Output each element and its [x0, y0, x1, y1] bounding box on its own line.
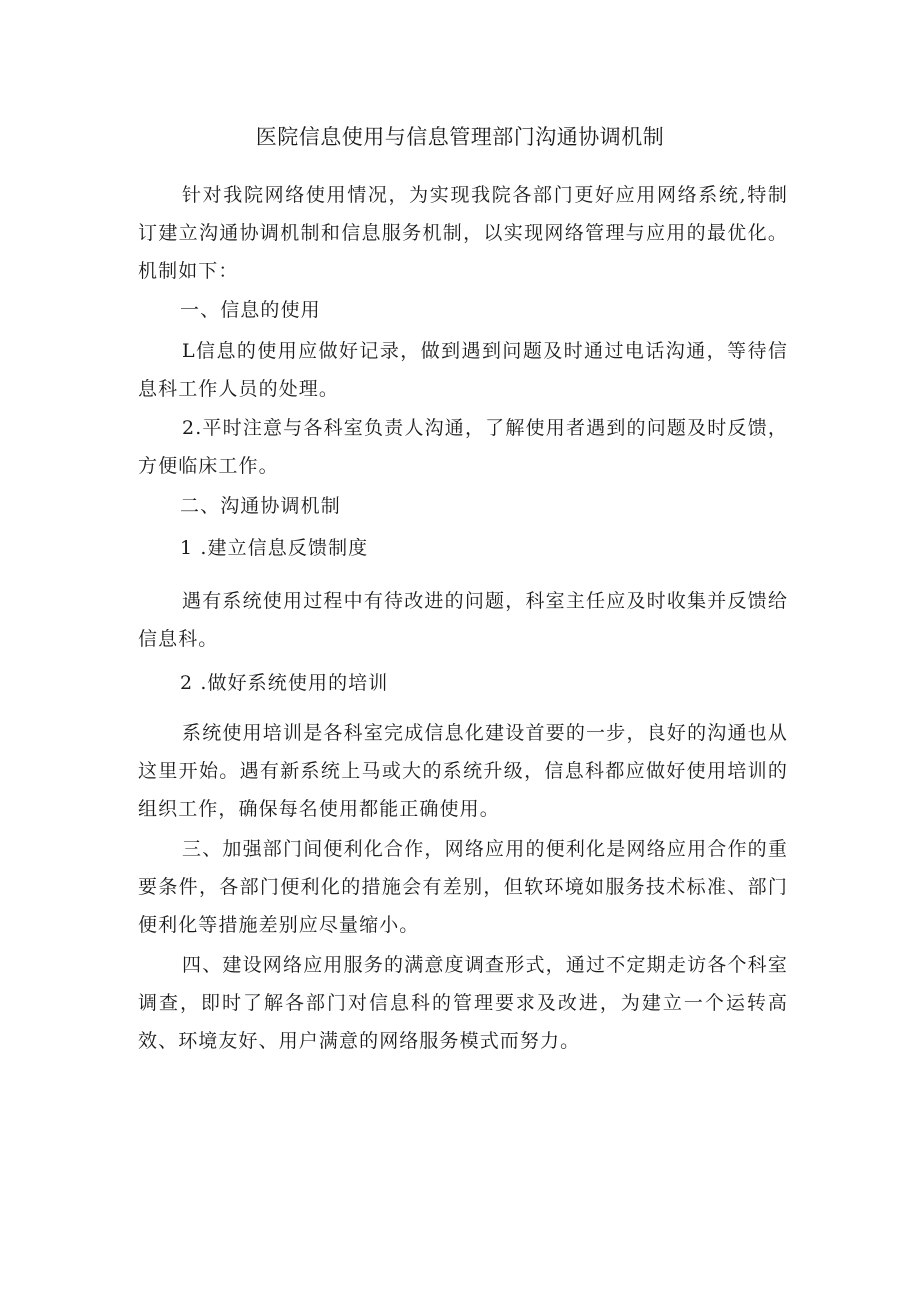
subsection-2-2-body: 系统使用培训是各科室完成信息化建设首要的一步，良好的沟通也从这里开始。遇有新系统上马或大的系统升级，信息科都应做好使用培训的组织工作，确保每名使用都能正确使用。 [138, 722, 788, 820]
section-2-heading: 二、沟通协调机制 [180, 495, 341, 517]
intro-paragraph: 针对我院网络使用情况，为实现我院各部门更好应用网络系统,特制订建立沟通协调机制和信息服务机制，以实现网络管理与应用的最优化。机制如下： [138, 184, 788, 282]
subsection-2-1-body: 遇有系统使用过程中有待改进的问题，科室主任应及时收集并反馈给信息科。 [138, 590, 788, 650]
subsection-2-2-heading: 2 .做好系统使用的培训 [180, 672, 389, 694]
subsection-2-1-heading: 1 .建立信息反馈制度 [180, 537, 369, 559]
section-1-heading: 一、信息的使用 [180, 299, 321, 321]
section-3-paragraph: 三、加强部门间便利化合作，网络应用的便利化是网络应用合作的重要条件，各部门便利化的措施会有差别，但软环境如服务技术标准、部门便利化等措施差别应尽量缩小。 [138, 838, 788, 936]
section-1-item-2: 2.平时注意与各科室负责人沟通，了解使用者遇到的问题及时反馈，方便临床工作。 [138, 417, 788, 477]
section-4-paragraph: 四、建设网络应用服务的满意度调查形式，通过不定期走访各个科室调查，即时了解各部门对信息科的管理要求及改进，为建立一个运转高效、环境友好、用户满意的网络服务模式而努力。 [138, 954, 788, 1052]
section-1-item-1: L信息的使用应做好记录，做到遇到问题及时通过电话沟通，等待信息科工作人员的处理。 [138, 340, 788, 400]
document-title: 医院信息使用与信息管理部门沟通协调机制 [255, 125, 665, 149]
